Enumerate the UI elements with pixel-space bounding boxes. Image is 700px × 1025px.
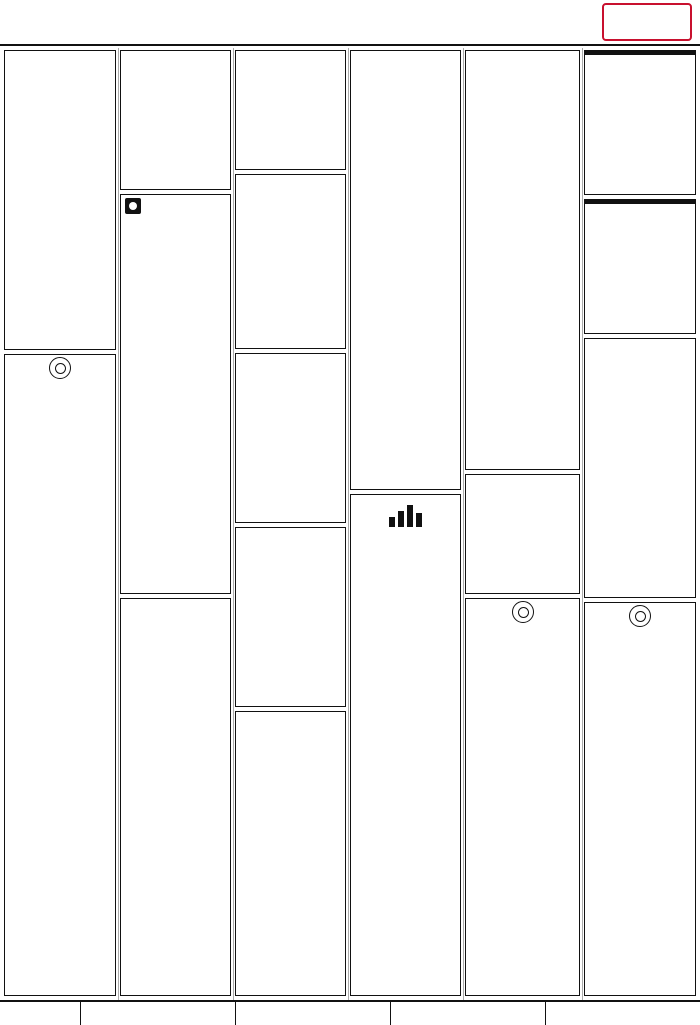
stir-company — [351, 499, 460, 503]
notice-reference — [236, 183, 345, 187]
notice-reference — [236, 538, 345, 542]
fondation-logo — [121, 195, 230, 217]
section-title — [200, 4, 340, 30]
masthead — [0, 0, 700, 46]
newspaper-logo[interactable] — [602, 3, 692, 41]
footer-office — [390, 1002, 545, 1025]
notice-reference — [236, 720, 345, 724]
stir-logo-icon — [389, 505, 423, 527]
notice-text — [466, 483, 579, 487]
column-divider — [118, 48, 119, 1000]
stir-tender-notice — [350, 494, 461, 996]
notice-reference — [5, 389, 115, 393]
phone-number — [585, 83, 695, 87]
column-divider — [348, 48, 349, 1000]
footer-contacts — [0, 1000, 700, 1025]
notice-reference — [121, 63, 230, 67]
tender-notice — [584, 338, 696, 598]
footer-office — [235, 1002, 390, 1025]
french-notice-left — [465, 50, 580, 470]
notice-2 — [4, 50, 116, 350]
rent-notice — [235, 50, 346, 170]
notice-signature — [466, 59, 579, 63]
election-notice — [235, 527, 346, 707]
column-divider — [463, 48, 464, 1000]
fondation-body — [121, 217, 230, 221]
page-number — [8, 6, 42, 40]
ministry-tender-notice — [584, 602, 696, 996]
notice-signature — [5, 59, 115, 63]
footer-office — [80, 1002, 235, 1025]
company-notice-cca — [235, 174, 346, 349]
column-divider — [233, 48, 234, 1000]
notice-reference — [236, 362, 345, 366]
french-notice-right — [350, 50, 461, 490]
company-notice-2 — [235, 353, 346, 523]
notice-reference — [466, 637, 579, 641]
notice-reference — [585, 349, 695, 353]
agri-ads-box — [584, 199, 696, 334]
printing-tender-notice — [465, 474, 580, 594]
footer-office — [545, 1002, 700, 1025]
long-tender-notice — [4, 354, 116, 996]
agency-seal-icon — [512, 601, 534, 623]
water-agency-notice — [465, 598, 580, 996]
notice-reference — [121, 613, 230, 617]
notice-reference — [585, 641, 695, 645]
governorate-tender-notice — [120, 598, 231, 996]
notice-signature — [351, 59, 460, 63]
ad-reference — [585, 208, 695, 212]
column-divider — [582, 48, 583, 1000]
republic-seal-icon — [629, 605, 651, 627]
fondation-logo-icon — [125, 198, 141, 214]
classifieds-box — [584, 50, 696, 195]
zahra-center-notice — [235, 711, 346, 996]
institution-seal-icon — [49, 357, 71, 379]
fondation-tunisie-notice — [120, 194, 231, 594]
stir-contact — [351, 537, 460, 541]
notice-reference — [236, 59, 345, 63]
footer-logo[interactable] — [0, 1002, 80, 1025]
notice-1 — [120, 50, 231, 190]
